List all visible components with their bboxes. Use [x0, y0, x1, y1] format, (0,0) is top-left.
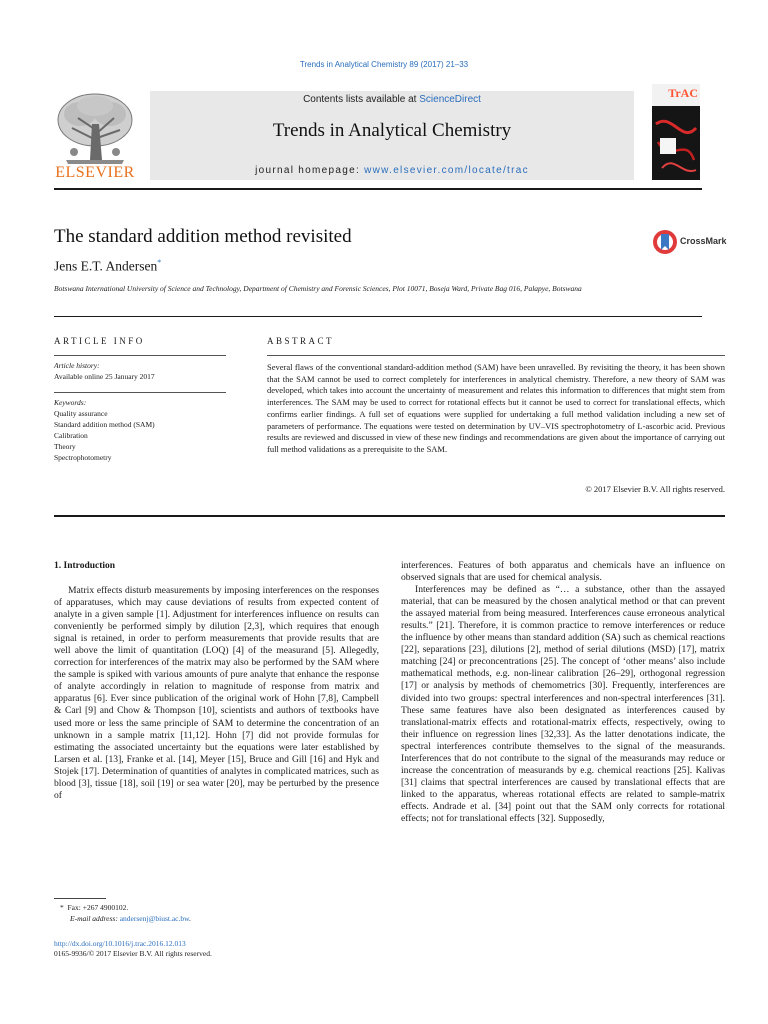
history-label: Article history: — [54, 361, 100, 370]
history-value: Available online 25 January 2017 — [54, 372, 155, 381]
author-footnote-mark[interactable]: * — [157, 258, 162, 267]
keyword-item: Spectrophotometry — [54, 453, 112, 462]
homepage-link[interactable]: www.elsevier.com/locate/trac — [364, 165, 529, 176]
email-end: . — [189, 913, 191, 923]
article-title: The standard addition method revisited — [54, 226, 352, 247]
keyword-item: Theory — [54, 442, 76, 451]
keyword-item: Calibration — [54, 431, 88, 440]
title-rule — [54, 316, 702, 317]
journal-name: Trends in Analytical Chemistry — [272, 120, 512, 141]
keyword-item: Quality assurance — [54, 409, 108, 418]
crossmark-icon — [652, 228, 678, 256]
article-info-heading: ARTICLE INFO — [54, 336, 145, 346]
keywords-label: Keywords: — [54, 398, 87, 407]
footnote-rule — [54, 898, 106, 899]
crossmark-badge[interactable] — [652, 228, 727, 261]
body-column-left — [54, 585, 379, 802]
author-name[interactable]: Jens E.T. Andersen — [54, 258, 158, 274]
abstract-text: Several flaws of the conventional standard-addition method (SAM) have been unravelled. By revisiting the theory, it has been shown that the SAM cannot be used to correct completely for interferences in analytical chemistry. Therefore, a new theory of SAM was developed, which takes into account the uncertainty of measurement and relates this information to differences that might stem from interferences. The SAM may be used to correct for rotational effects but it cannot be used to correct for translational effects, which confirms earlier findings. A full set of equations were supplied for undertaking a full method validation including a new set of parameters of performance. The equations were tested on determination by UV–VIS spectrophotometry of L-ascorbic acid. Previous results are reviewed and discussed in view of these new findings and recommendations are given about the importance of carrying out full method validations as a prerequisite to the SAM. — [267, 362, 725, 454]
journal-cover-image — [652, 84, 700, 180]
header-rule — [54, 188, 702, 190]
body-paragraph: Interferences may be defined as “… a substance, other than the assayed material, that can be measured by the chosen analytical method or that can prevent the assayed material from being measured. Interferences cause erroneous analytical results.” [21]. Therefore, it is common practice to remove interferences or reduce the influence by other means than standard addition (SA) such as chemical reactions [22], separations [23], dilutions [2], method of serial dilutions (MSD) [17], matrix matching [24] or preconcentrations [25]. The concept of ‘other means’ also include mathematical methods, e.g. non-linear calibration [26–29], orthogonal regression [17] or analysis by methods of chemometrics [30]. Frequently, interferences are divided into two groups: spectral interferences and non-spectral interferences [31]. These same features have also been designated as interferences caused by translational-matrix effects and rotational-matrix effects, respectively, owing to their influence on regression lines [32,33]. As the latter denotations indicate, the spectral interferences contribute themselves to the signal of the measurands. Interferences that do not contribute to the signal of the measurands may reduce or increase the concentration of measurands by e.g. chemical reactions [25]. Kalivas [31] claims that spectral interferences are caused by translational effects that are linked to the apparatus, whereas rotational effects are related to sample-matrix effects. Andrade et al. [34] point out that the SAM only corrects for rotational effects; not for translational effects [32]. Supposedly, — [401, 584, 725, 824]
abstract-bottom-rule — [54, 515, 725, 517]
history-rule — [54, 392, 226, 393]
author-line — [54, 258, 161, 275]
contents-prefix: Contents lists available at — [303, 94, 420, 105]
body-column-right — [401, 560, 725, 825]
abstract-rule — [267, 355, 725, 356]
abstract-copyright: © 2017 Elsevier B.V. All rights reserved. — [585, 484, 725, 494]
elsevier-logo — [52, 88, 138, 184]
running-head[interactable]: Trends in Analytical Chemistry 89 (2017) 21–33 — [299, 60, 469, 69]
cover-title: TrAC — [668, 86, 698, 100]
footnote — [60, 903, 191, 924]
sciencedirect-link[interactable]: ScienceDirect — [419, 94, 481, 105]
body-paragraph: Matrix effects disturb measurements by imposing interferences on the responses of apparatuses, which may cause deviations of results from expected content of analyte in a given sample [1]. Adjustment for interferences influence on results can conveniently be performed simply by dilution [2,3], which requires that enough signal is retained, in order to perform measurements that provide results that are well above the limit of quantitation (LOQ) [4] of the measurand [5]. Allegedly, correction for interferences of the matrix may also be performed by the SAM where the sample is spiked with various amounts of pure analyte that enhance the response of analyte accordingly in relation to magnitude of response from matrix and apparatus [6]. Ever since publication of the original work of Hohn [7,8], Campbell & Carl [9] and Chow & Thompson [10], scientists and authors of textbooks have used more or less the same principle of SAM to determine the concentration of an unknown in a sample matrix [11,12]. Hohn [7] did not provide formulas for estimating the associated uncertainty but the equations were later established by Larsen et al. [13], Franke et al. [14], Meyer [15], Bruce and Gill [16] and Hyk and Stojek [17]. Determination of quantities of analytes in complicated matrices, such as blood [3], tissue [18], soil [19] or sea water [20], may be perturbed by the presence of — [54, 585, 379, 801]
abstract-heading: ABSTRACT — [267, 336, 335, 346]
doi-link[interactable]: http://dx.doi.org/10.1016/j.trac.2016.12.013 — [54, 939, 186, 948]
homepage-prefix: journal homepage: — [255, 165, 365, 176]
keywords-list — [54, 408, 155, 463]
email-link[interactable]: andersenj@biust.ac.bw — [119, 913, 190, 923]
elsevier-wordmark: ELSEVIER — [55, 164, 135, 181]
body-paragraph-continued: interferences. Features of both apparatus and chemicals have an influence on observed signals that are used for chemical analysis. — [401, 560, 725, 584]
section-heading-introduction: 1. Introduction — [54, 561, 116, 571]
journal-homepage-line — [150, 165, 634, 176]
issn-line: 0165-9936/© 2017 Elsevier B.V. All rights reserved. — [54, 949, 212, 958]
keyword-item: Standard addition method (SAM) — [54, 420, 155, 429]
footnote-mark: * — [60, 903, 64, 912]
article-info-rule — [54, 355, 226, 356]
crossmark-label: CrossMark — [680, 236, 727, 246]
email-label: E-mail address: — [70, 913, 120, 923]
contents-line — [150, 94, 634, 105]
footnote-fax-line — [60, 903, 191, 914]
footnote-fax: Fax: +267 4900102. — [67, 903, 129, 912]
footnote-email-line — [60, 914, 191, 925]
author-affiliation: Botswana International University of Science and Technology, Department of Chemistry and Forensic Sciences, Plot 10071, Boseja Ward, Private Bag 016, Palapye, Botswana — [54, 284, 582, 293]
